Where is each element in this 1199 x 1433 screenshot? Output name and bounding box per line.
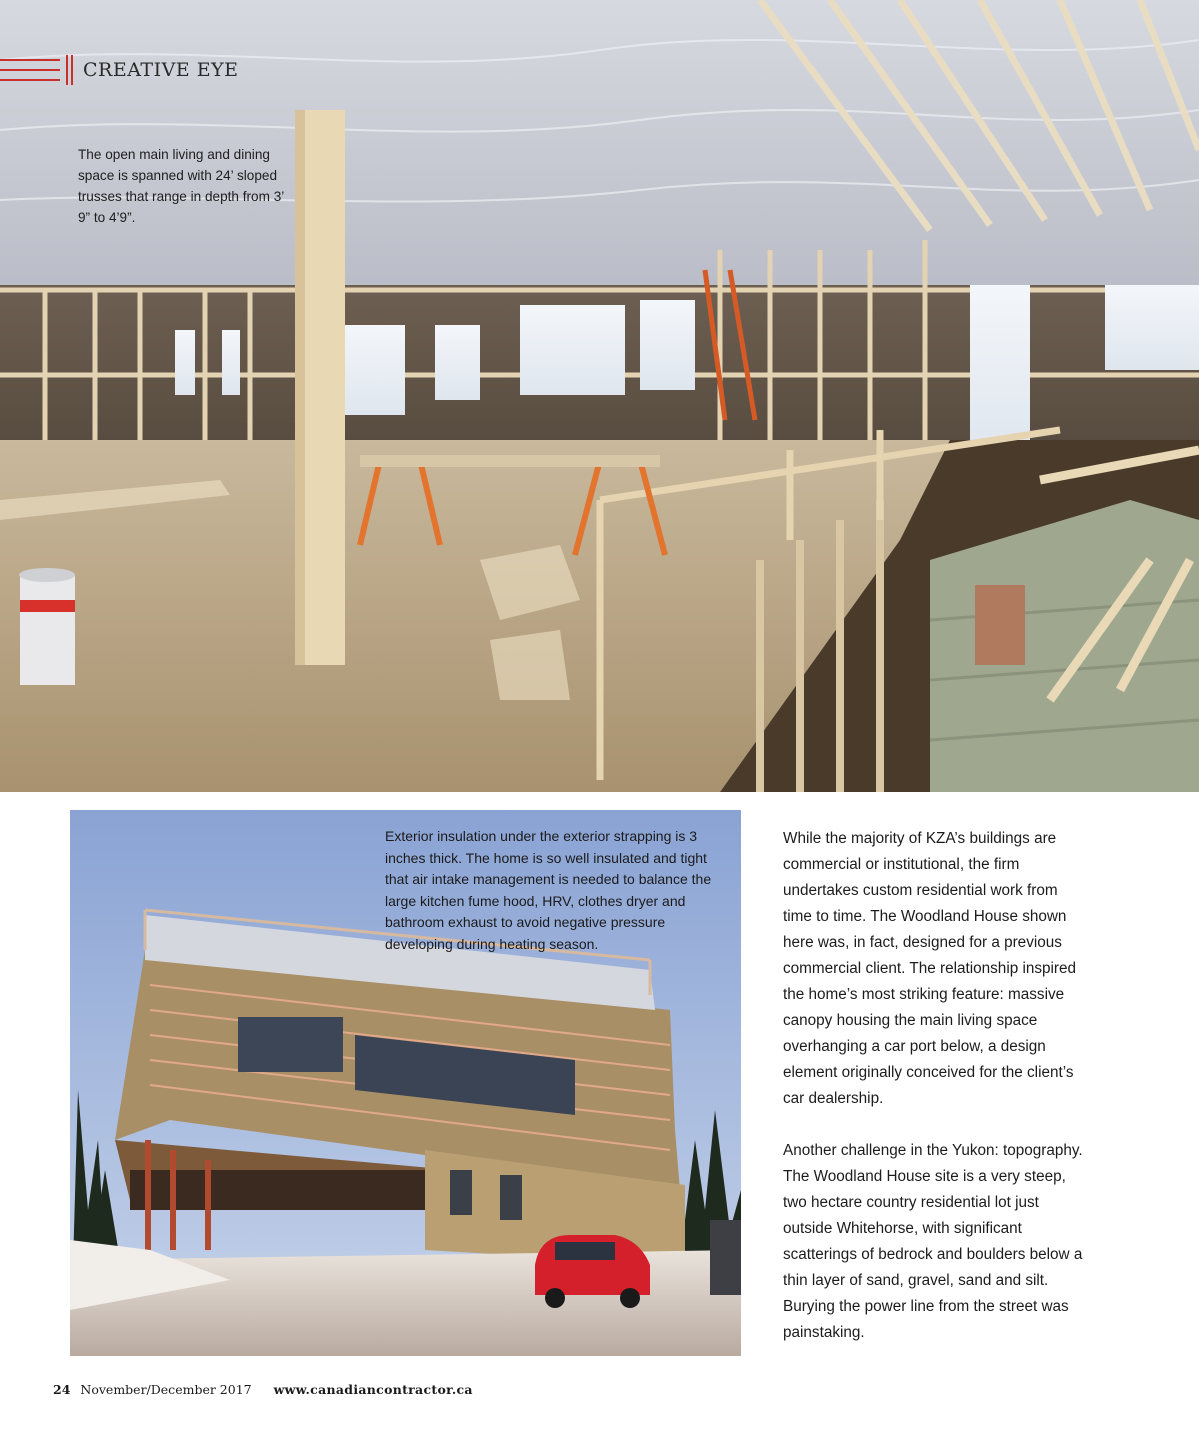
article-body [783,826,1083,1346]
exterior-house-photo [70,810,741,1356]
section-rule-lines [0,59,60,81]
section-header [0,50,239,90]
website-link[interactable]: www.canadiancontractor.ca [273,1382,473,1397]
article-paragraph: While the majority of KZA’s buildings are commercial or institutional, the firm undertakes custom residential work from time to time. The Woodland House shown here was, in fact, designed for a previous commercial client. The relationship inspired the home’s most striking feature: massive canopy housing the main living space overhanging a car port below, a design element originally conceived for the client’s car dealership. [783,830,1077,1107]
section-label: CREATIVE EYE [83,59,239,81]
page-footer [53,1382,473,1397]
issue-date: November/December 2017 [80,1382,252,1397]
page-number: 24 [53,1382,71,1397]
interior-photo-caption: The open main living and dining space is spanned with 24’ sloped trusses that range in depth from 3’ 9” to 4’9”. [78,147,284,225]
exterior-photo-caption: Exterior insulation under the exterior strapping is 3 inches thick. The home is so well insulated and tight that air intake management is needed to balance the large kitchen fume hood, HRV, clothes dryer and bathroom exhaust to avoid negative pressure developing during heating season. [385,828,712,952]
section-rule-bars [66,55,73,85]
article-paragraph: Another challenge in the Yukon: topography. The Woodland House site is a very steep, two hectare country residential lot just outside Whitehorse, with significant scatterings of bedrock and boulders below a thin layer of sand, gravel, sand and silt. Burying the power line from the street was painstaking. [783,1142,1083,1341]
